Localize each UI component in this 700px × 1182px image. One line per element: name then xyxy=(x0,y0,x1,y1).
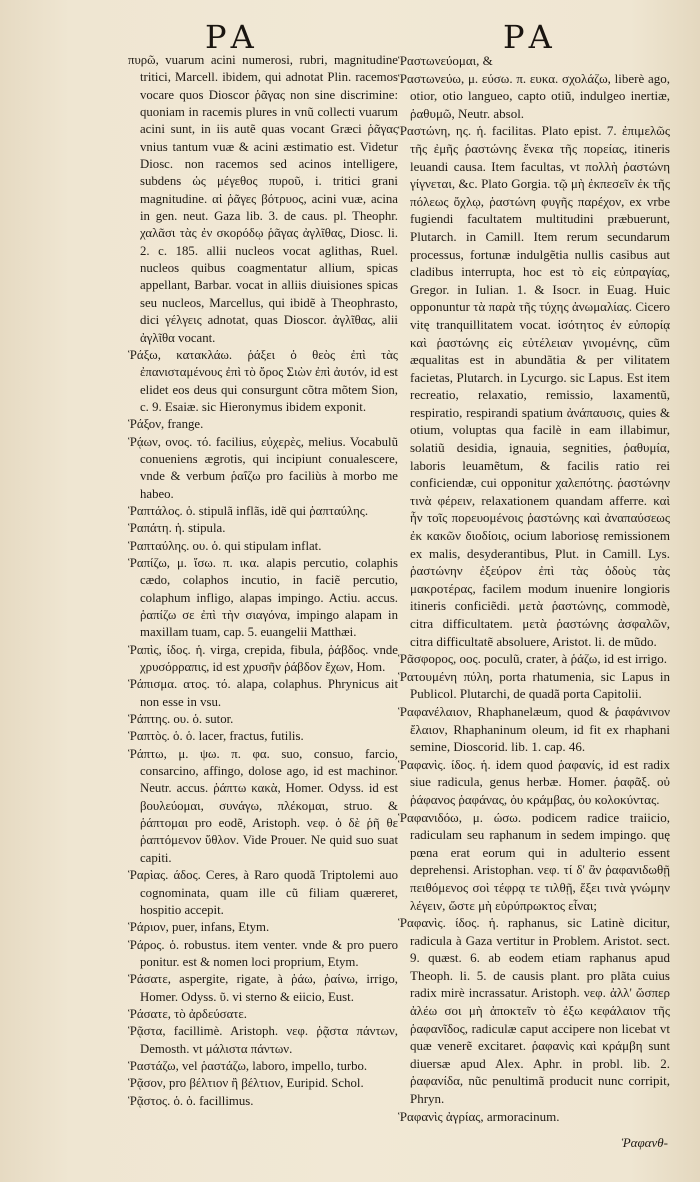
dictionary-entry: Ῥᾷστα, facillimè. Aristoph. νεφ. ῥᾷστα πάντων, Demosth. vt μάλιστα πάντων. xyxy=(128,1024,398,1056)
dictionary-entry: Ῥατουμένη πύλη, porta rhatumenia, sic Lapus in Publicol. Plutarchi, de quadã porta Capitolii. xyxy=(398,668,670,702)
dictionary-entry: Ῥάπισμα. ατος. τό. alapa, colaphus. Phrynicus ait non esse in vsu. xyxy=(128,677,398,709)
dictionary-entry: Ῥᾶσφορος, οος. poculũ, crater, à ῥάζω, id est irrigo. xyxy=(398,651,668,667)
dictionary-entry: Ῥαστωνεύομαι, & xyxy=(398,53,493,68)
dictionary-entry: Ῥαφανέλαιον, Rhaphanelæum, quod & ῥαφάνινον ἔλαιον, Rhaphaninum oleum, id fit ex rhaphani semine, Dioscorid. lib. 1. cap. 46. xyxy=(398,703,670,755)
dictionary-entry: Ῥαρὶας. άδος. Ceres, à Raro quodã Triptolemi auo cognominata, quam ille cũ filiam quæreret, hospitio accepit. xyxy=(128,868,398,917)
dictionary-entry: Ῥαφανιδόω, μ. ώσω. podicem radice traiicio, radiculam seu raphanum in sedem impingo. quę pœna erat eorum qui in adulterio essent deprehensi. Aristophan. νεφ. τί δ' ἂν ῥαφανιδωθῇ πειθόμενος σοὶ τέφρᾳ τε τιλθῇ, ἕξει τινὰ γνώμην λέγειν, ὥστε μὴ εὐρύπρωκτος εἶναι; xyxy=(398,809,670,913)
dictionary-entry: Ῥαπταύλης. ου. ὁ. qui stipulam inflat. xyxy=(128,538,322,553)
right-column xyxy=(398,52,670,1125)
dictionary-entry: Ῥάπτης. ου. ὁ. sutor. xyxy=(128,712,234,727)
dictionary-entry: Ῥαπὶς, ίδος. ἡ. virga, crepida, fibula, ῥάβδος. vnde χρυσόρραπις, id est χρυσῆν ῥάβδον ἔχων, Hom. xyxy=(128,642,398,675)
dictionary-entry: Ῥαφανὶς ἀγρίας, armoracinum. xyxy=(398,1108,560,1124)
left-header-letters: PA xyxy=(205,18,261,56)
catchword: Ῥαφανθ- xyxy=(621,1135,668,1150)
dictionary-entry: Ῥαπτάλος. ὁ. stipulã inflãs, idẽ qui ῥαπταύλης. xyxy=(128,503,369,518)
dictionary-entry: Ῥαφανὶς. ίδος. ἡ. raphanus, sic Latinè dicitur, radicula à Gaza vertitur in Problem. Aristot. sect. 9. quæst. 6. ab eodem etiam raphanus apud Theoph. li. 5. de causis plant. pro plãta cuius radix mirè incrassatur. Aristoph. νεφ. ἀλλ' ὥσπερ ἀλέω σοι μὴ ἀποκτεῖν τὸ ἐξω κεφάλαιον τῆς ῥαφανῖδος, radiculæ caput accipere non licebat vt quæ venerẽ excitaret. ῥαφανὶς καὶ κράμβη sunt diuersæ apud Alex. Aphr. in probl. lib. 2. ῥαφανίδα, nũc penultimã producit nunc corripit, Phryn. xyxy=(398,915,670,1107)
dictionary-entry: πυρῶ, vuarum acini numerosi, rubri, magnitudine tritici, Marcell. ibidem, qui adnotat Plin. racemos vocare quos Dioscor ῥᾶγας non sine discrimine: quoniam in racemis plures in vnũ collecti vuarum acini sunt, in iis autẽ quas vocant Græci ῥᾶγας vnius tantum vuæ & acini æstimatio est. Videtur Diosc. non racemos sed acinos intelligere, subdens ὡς μέγεθος πυροῦ, i. tritici grani magnitudine. αἱ ῥᾶγες βότρυος, acini vuæ, acina in gen. neut. Gaza lib. 3. de caus. pl. Theophr. χαλᾶσι τὰς ἐν σκορόδῳ ῥᾶγας ἀγλῖθας, Diosc. li. 2. c. 185. allii nucleos vocat aglithas, Ruel. nucleos quibus coagmentatur allium, spicas appellant, Barbar. vocat in alliis diuisiones spicas seu nucleos, Marcellus, qui ibidẽ à Theophrasto, dici γέλγεις adnotat, quas Dioscor. ἀγλῖθας, alii ἀγλῖθα vocant. xyxy=(128,53,398,345)
dictionary-entry: Ῥαπτὸς. ὁ. ὁ. lacer, fractus, futilis. xyxy=(128,729,304,744)
dictionary-entry: Ῥαπάτη. ἡ. stipula. xyxy=(128,521,226,536)
dictionary-entry: Ῥᾷσον, pro βέλτιον ἢ βέλτιον, Euripid. Schol. xyxy=(128,1076,364,1091)
dictionary-entry: Ῥᾴων, ονος. τό. facilius, εὐχερὲς, melius. Vocabulũ conueniens ægrotis, qui incipiunt conualescere, vnde & verbum ῥαΐζω pro faciliùs à morbo me habeo. xyxy=(128,434,398,501)
dictionary-entry: Ῥαστώνη, ης. ἡ. facilitas. Plato epist. 7. ἐπιμελῶς τῆς ἐμῆς ῥαστώνης ἕνεκα τῆς πορείας, itineris leuandi causa. Item facultas, vt πολλὴ ῥαστώνη γίγνεται, &c. Plato Gorgia. τῷ μὴ ἐκπεσεῖν ἐκ τῆς πόλεως ὄχλῳ, ῥαστώνη φυγῆς παρέχον, ex vrbe fugiendi facultatem multitudini præbuerunt, Plutarch. in Camill. Item rerum secundarum processus, fortunæ indulgẽtia nullis casibus aut cladibus interrupta, hoc est τὸ εἰς εὐπραγίας, Gregor. in Iulian. 1. & Isocr. in Euag. Huic opponuntur τὰ παρὰ τῆς τύχης ἀνωμαλίας. Cicero vitę tranquillitatem vocat. ἰσότητος ἐν εὐπορίᾳ καὶ ῥαστώνης εἰς εὐτέλειαν γινομένης, cũm æqualitas est in abundãtia & per vilitatem facietas, Plutarch. in Lycurgo. sic Lapus. Est item recreatio, relaxatio, remissio, laxamentũ, respiratio, respirandi spatium ἀνάπαυσις, quies & otium, voluptas qua facilè in eam illabimur, solatiũ desidia, ignauia, segnities, ῥαθυμία, laboris leuamẽtum, & facilis ratio rei conficiendæ, cui opponitur χαλεπότης. ῥαστώνην τινὰ φέρειν, relaxationem quandam afferre. καὶ ἦν τοῖς πορευομένοις ῥαστώνης καὶ ἀναπαύσεως ἐκ κακῶν διοδίοις, ocium laboriosę remissionem ex malis, desyderantibus, Plut. in Camill. Lys. ῥαστώνην ἐξεύρον ἐπὶ τὰς ὁδοὺς τὰς μακροτέρας, facilem modum inuenire longioris itineris conficiẽdi. μετὰ ῥαστώνης, commodè, citra difficultatem. μετὰ ῥαστώνης ἀσφαλῶν, citra difficultatẽ absoluere, Aristot. li. de mũdo. xyxy=(398,123,670,649)
dictionary-entry: Ῥαστάζω, vel ῥαστάζω, laboro, impello, turbo. xyxy=(128,1058,368,1073)
left-column xyxy=(128,52,398,1110)
dictionary-entry: Ῥάξω, κατακλάω. ῥάξει ὁ θεὸς ἐπὶ τὰς ἐπανισταμένους ἐπὶ τὸ ὄρος Σιὼν ἐπὶ ἀυτόν, id est elidet eos deus qui consurgunt cõtra mõtem Sion, c. 9. Esaiæ. sic Hieronymus ibidem exponit. xyxy=(128,347,398,414)
dictionary-entry: Ῥάξον, frange. xyxy=(128,417,204,432)
dictionary-entry: Ῥαφανὶς. ίδος. ἡ. idem quod ῥαφανίς, id est radix siue radicula, genus herbæ. Homer. ῥαφᾶξ. οὐ ῥάφανος ῥαφάνας, ὁυ κράμβας, ὁυ κολοκύντας. xyxy=(398,756,670,807)
dictionary-entry: Ῥάσατε, aspergite, rigate, à ῥάω, ῥαίνω, irrigo, Homer. Odyss. ῦ. vi sterno & eiicio, Eust. xyxy=(128,972,398,1004)
right-header-letters: PA xyxy=(503,18,559,56)
dictionary-entry: Ῥαπίζω, μ. ἴσω. π. ικα. alapis percutio, colaphis cædo, colaphos incutio, in faciẽ percutio, colaphum infligo, alapas impingo. Actiu. accus. ῥαπίζω σε ἐπὶ τὴν σιαγόνα, impingo alapam in maxillam tuam, cap. 5. euangelii Matthæi. xyxy=(128,555,398,640)
dictionary-entry: Ῥάριον, puer, infans, Etym. xyxy=(128,920,270,935)
dictionary-entry: Ῥάσατε, τὸ ἀρδεύσατε. xyxy=(128,1006,247,1021)
dictionary-entry: Ῥαστωνεύω, μ. εύσω. π. ευκα. σχολάζω, liberè ago, otior, otio langueo, capto otiũ, indulgeo inertiæ, ῥαθυμῶ, Neutr. absol. xyxy=(398,70,670,121)
dictionary-entry: Ῥᾷστος. ὁ. ὁ. facillimus. xyxy=(128,1093,254,1108)
dictionary-entry: Ῥάρος. ὁ. robustus. item venter. vnde & pro puero ponitur. est & nomen loci proprium, Etym. xyxy=(128,937,398,969)
dictionary-entry: Ῥάπτω, μ. ψω. π. φα. suo, consuo, farcio, consarcino, affingo, dolose ago, id est machinor. Neutr. accus. ῥάπτω κακὰ, Homer. Odyss. id est βουλεύομαι, συνάγω, πλέκομαι, struo. & ῥάπτομαι pro eodẽ, Aristoph. νεφ. ὁ δὲ ῥῆ θε ῥαπτόμενον ὕθλον. Vide Prouer. Ne quid suo suat capiti. xyxy=(128,746,398,865)
